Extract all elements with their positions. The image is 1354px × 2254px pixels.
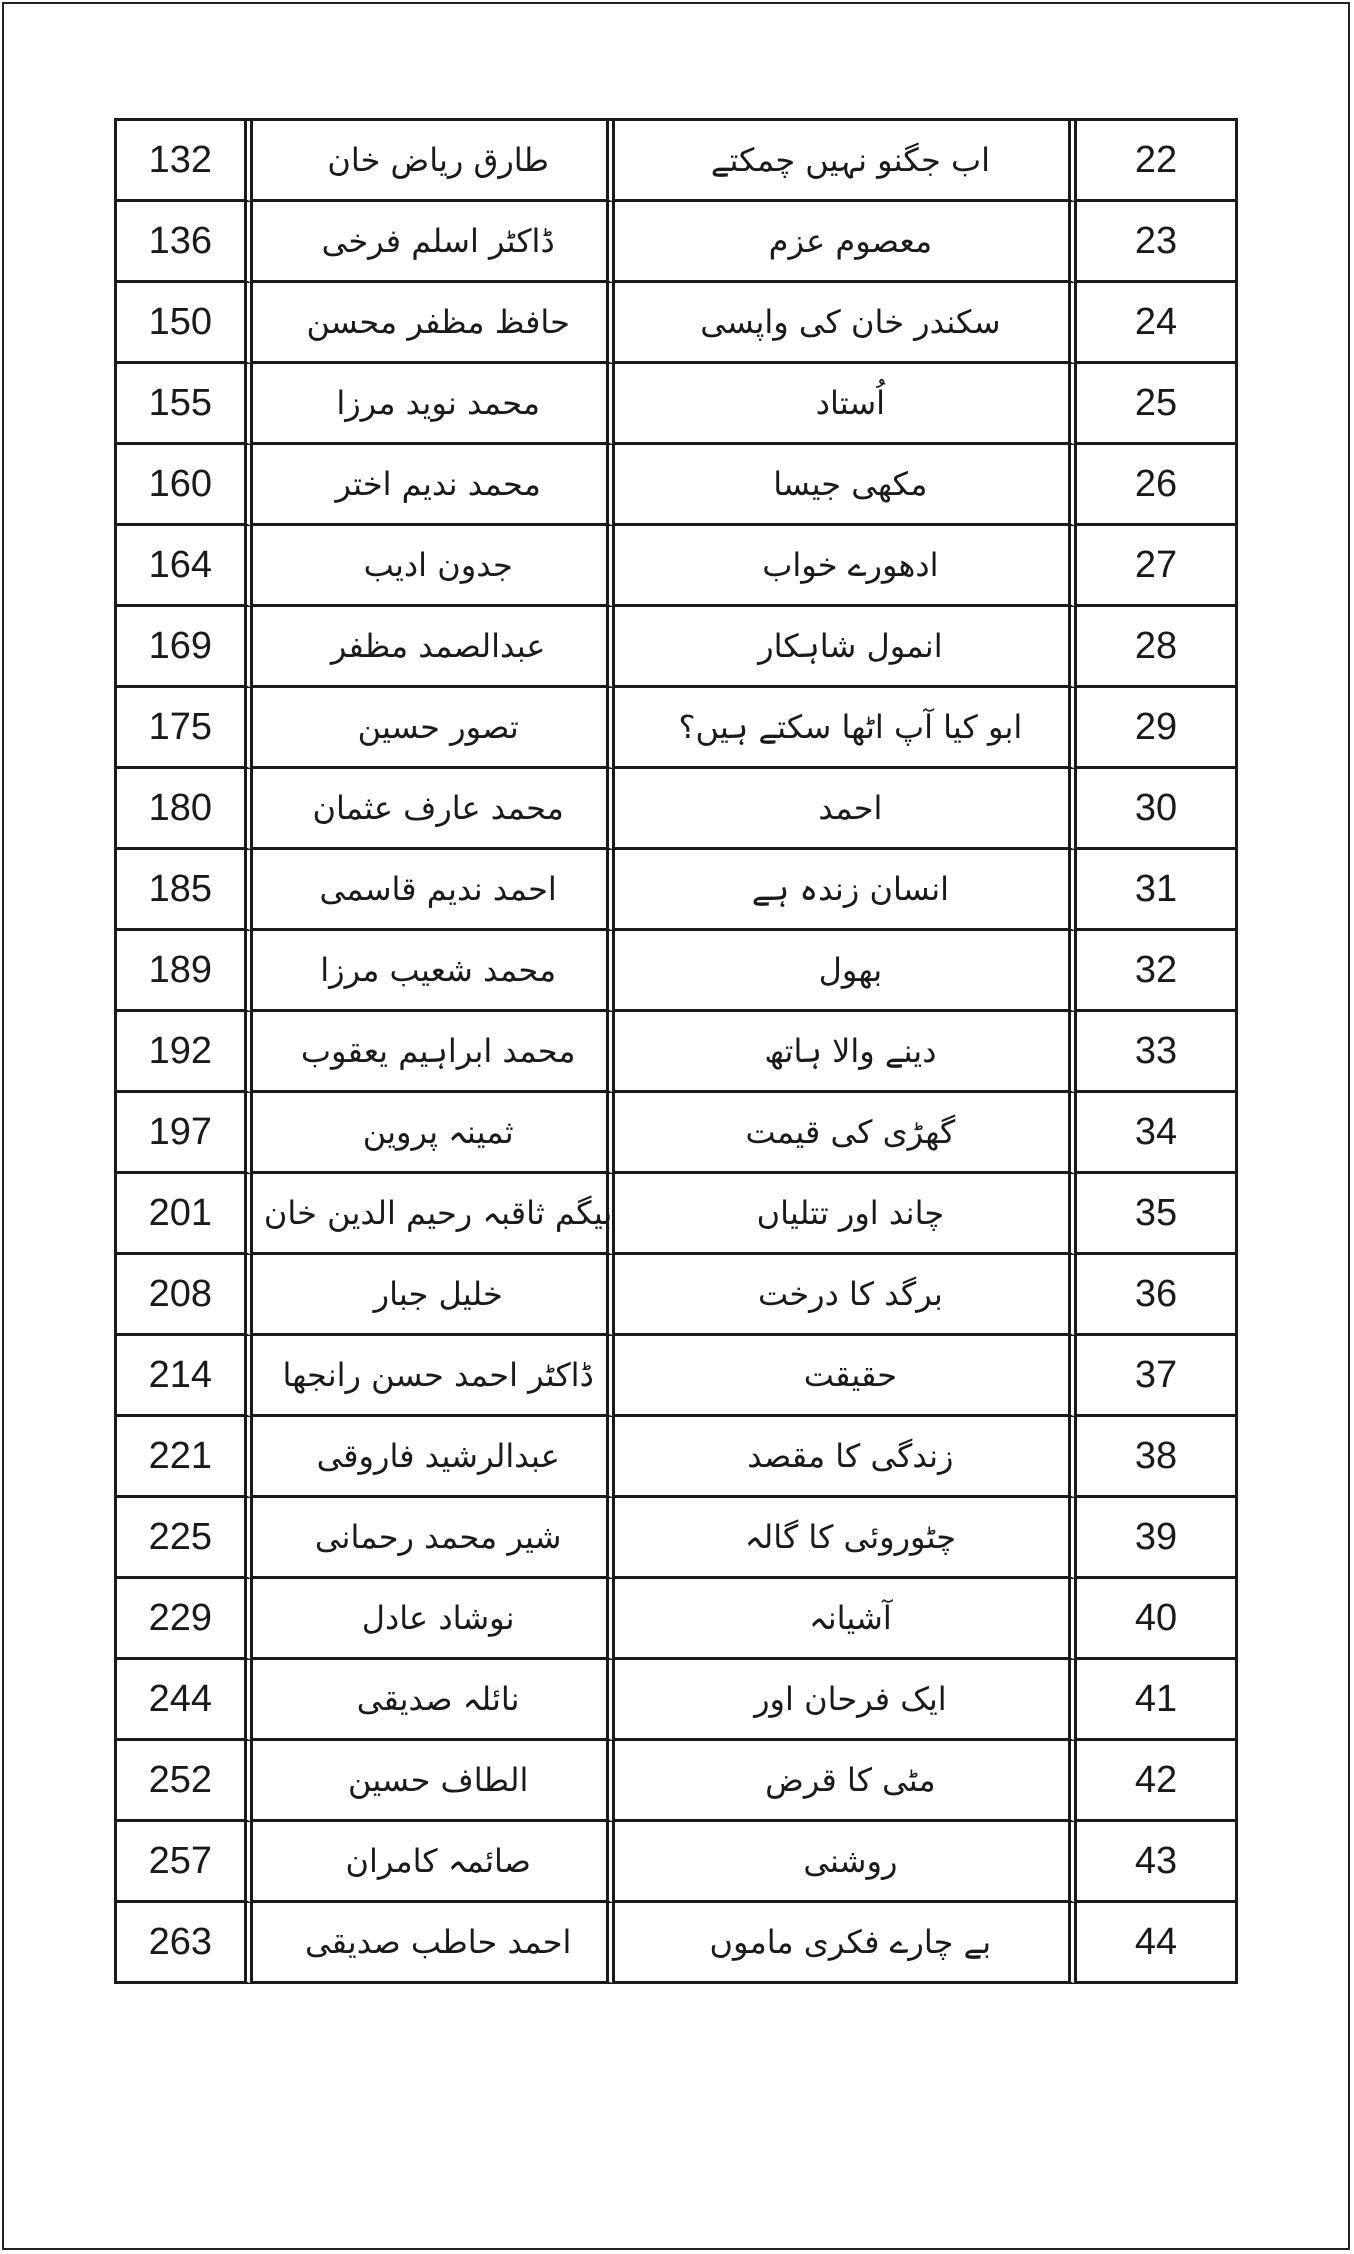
- author-cell: عبدالرشید فاروقی: [253, 1417, 615, 1498]
- serial-number-cell: 36: [1077, 1255, 1238, 1336]
- page-number-cell: 185: [117, 850, 253, 931]
- page-number-cell: 244: [117, 1660, 253, 1741]
- serial-number-cell: 37: [1077, 1336, 1238, 1417]
- page-number-cell: 164: [117, 526, 253, 607]
- table-row: [117, 1579, 1238, 1660]
- serial-number-cell: 28: [1077, 607, 1238, 688]
- table-row: [117, 1336, 1238, 1417]
- author-cell: شیر محمد رحمانی: [253, 1498, 615, 1579]
- serial-number-cell: 30: [1077, 769, 1238, 850]
- author-cell: خلیل جبار: [253, 1255, 615, 1336]
- page-number-cell: 197: [117, 1093, 253, 1174]
- table-row: [117, 445, 1238, 526]
- table-row: [117, 607, 1238, 688]
- serial-number-cell: 41: [1077, 1660, 1238, 1741]
- serial-number-cell: 39: [1077, 1498, 1238, 1579]
- title-cell: معصوم عزم: [615, 202, 1077, 283]
- table-row: [117, 931, 1238, 1012]
- serial-number-cell: 29: [1077, 688, 1238, 769]
- serial-number-cell: 44: [1077, 1903, 1238, 1984]
- author-cell: نائلہ صدیقی: [253, 1660, 615, 1741]
- title-cell: ابو کیا آپ اٹھا سکتے ہیں؟: [615, 688, 1077, 769]
- author-cell: صائمہ کامران: [253, 1822, 615, 1903]
- table-row: [117, 283, 1238, 364]
- author-cell: جدون ادیب: [253, 526, 615, 607]
- serial-number-cell: 33: [1077, 1012, 1238, 1093]
- title-cell: بے چارے فکری ماموں: [615, 1903, 1077, 1984]
- title-cell: احمد: [615, 769, 1077, 850]
- title-cell: مٹی کا قرض: [615, 1741, 1077, 1822]
- page-number-cell: 169: [117, 607, 253, 688]
- table-row: [117, 1093, 1238, 1174]
- page-number-cell: 132: [117, 121, 253, 202]
- page-number-cell: 263: [117, 1903, 253, 1984]
- serial-number-cell: 24: [1077, 283, 1238, 364]
- serial-number-cell: 27: [1077, 526, 1238, 607]
- page-number-cell: 160: [117, 445, 253, 526]
- table-row: [117, 1417, 1238, 1498]
- page-number-cell: 221: [117, 1417, 253, 1498]
- author-cell: طارق ریاض خان: [253, 121, 615, 202]
- author-cell: احمد حاطب صدیقی: [253, 1903, 615, 1984]
- author-cell: تصور حسین: [253, 688, 615, 769]
- page-number-cell: 136: [117, 202, 253, 283]
- table-row: [117, 121, 1238, 202]
- serial-number-cell: 35: [1077, 1174, 1238, 1255]
- page-number-cell: 175: [117, 688, 253, 769]
- page-number-cell: 150: [117, 283, 253, 364]
- author-cell: عبدالصمد مظفر: [253, 607, 615, 688]
- author-cell: محمد عارف عثمان: [253, 769, 615, 850]
- author-cell: محمد ندیم اختر: [253, 445, 615, 526]
- table-row: [117, 1012, 1238, 1093]
- title-cell: مکھی جیسا: [615, 445, 1077, 526]
- table-row: [117, 1660, 1238, 1741]
- serial-number-cell: 22: [1077, 121, 1238, 202]
- page-number-cell: 192: [117, 1012, 253, 1093]
- author-cell: نوشاد عادل: [253, 1579, 615, 1660]
- table-row: [117, 1903, 1238, 1984]
- serial-number-cell: 34: [1077, 1093, 1238, 1174]
- page-number-cell: 229: [117, 1579, 253, 1660]
- page-number-cell: 189: [117, 931, 253, 1012]
- table-row: [117, 364, 1238, 445]
- title-cell: حقیقت: [615, 1336, 1077, 1417]
- page-number-cell: 225: [117, 1498, 253, 1579]
- title-cell: گھڑی کی قیمت: [615, 1093, 1077, 1174]
- table-row: [117, 202, 1238, 283]
- title-cell: دینے والا ہاتھ: [615, 1012, 1077, 1093]
- table-row: [117, 769, 1238, 850]
- page-number-cell: 201: [117, 1174, 253, 1255]
- title-cell: آشیانہ: [615, 1579, 1077, 1660]
- title-cell: بھول: [615, 931, 1077, 1012]
- page-number-cell: 208: [117, 1255, 253, 1336]
- page-number-cell: 257: [117, 1822, 253, 1903]
- title-cell: زندگی کا مقصد: [615, 1417, 1077, 1498]
- table-row: [117, 850, 1238, 931]
- title-cell: چاند اور تتلیاں: [615, 1174, 1077, 1255]
- title-cell: چٹوروئی کا گالہ: [615, 1498, 1077, 1579]
- author-cell: بیگم ثاقبہ رحیم الدین خان: [253, 1174, 615, 1255]
- serial-number-cell: 42: [1077, 1741, 1238, 1822]
- serial-number-cell: 40: [1077, 1579, 1238, 1660]
- table-of-contents: [114, 118, 1238, 1984]
- table-row: [117, 1741, 1238, 1822]
- page-number-cell: 214: [117, 1336, 253, 1417]
- serial-number-cell: 23: [1077, 202, 1238, 283]
- table-row: [117, 688, 1238, 769]
- toc-body: [117, 121, 1238, 1984]
- table-row: [117, 1498, 1238, 1579]
- table-row: [117, 1255, 1238, 1336]
- title-cell: انسان زندہ ہے: [615, 850, 1077, 931]
- title-cell: انمول شاہکار: [615, 607, 1077, 688]
- page-number-cell: 155: [117, 364, 253, 445]
- table-row: [117, 1174, 1238, 1255]
- author-cell: احمد ندیم قاسمی: [253, 850, 615, 931]
- table-row: [117, 1822, 1238, 1903]
- page-number-cell: 180: [117, 769, 253, 850]
- title-cell: برگد کا درخت: [615, 1255, 1077, 1336]
- author-cell: حافظ مظفر محسن: [253, 283, 615, 364]
- serial-number-cell: 26: [1077, 445, 1238, 526]
- title-cell: ایک فرحان اور: [615, 1660, 1077, 1741]
- title-cell: سکندر خان کی واپسی: [615, 283, 1077, 364]
- serial-number-cell: 43: [1077, 1822, 1238, 1903]
- author-cell: محمد شعیب مرزا: [253, 931, 615, 1012]
- serial-number-cell: 32: [1077, 931, 1238, 1012]
- title-cell: ادھورے خواب: [615, 526, 1077, 607]
- serial-number-cell: 31: [1077, 850, 1238, 931]
- author-cell: ڈاکٹر احمد حسن رانجھا: [253, 1336, 615, 1417]
- title-cell: اب جگنو نہیں چمکتے: [615, 121, 1077, 202]
- serial-number-cell: 25: [1077, 364, 1238, 445]
- serial-number-cell: 38: [1077, 1417, 1238, 1498]
- title-cell: اُستاد: [615, 364, 1077, 445]
- author-cell: محمد ابراہیم یعقوب: [253, 1012, 615, 1093]
- page-number-cell: 252: [117, 1741, 253, 1822]
- author-cell: ثمینہ پروین: [253, 1093, 615, 1174]
- author-cell: ڈاکٹر اسلم فرخی: [253, 202, 615, 283]
- table-row: [117, 526, 1238, 607]
- author-cell: الطاف حسین: [253, 1741, 615, 1822]
- title-cell: روشنی: [615, 1822, 1077, 1903]
- author-cell: محمد نوید مرزا: [253, 364, 615, 445]
